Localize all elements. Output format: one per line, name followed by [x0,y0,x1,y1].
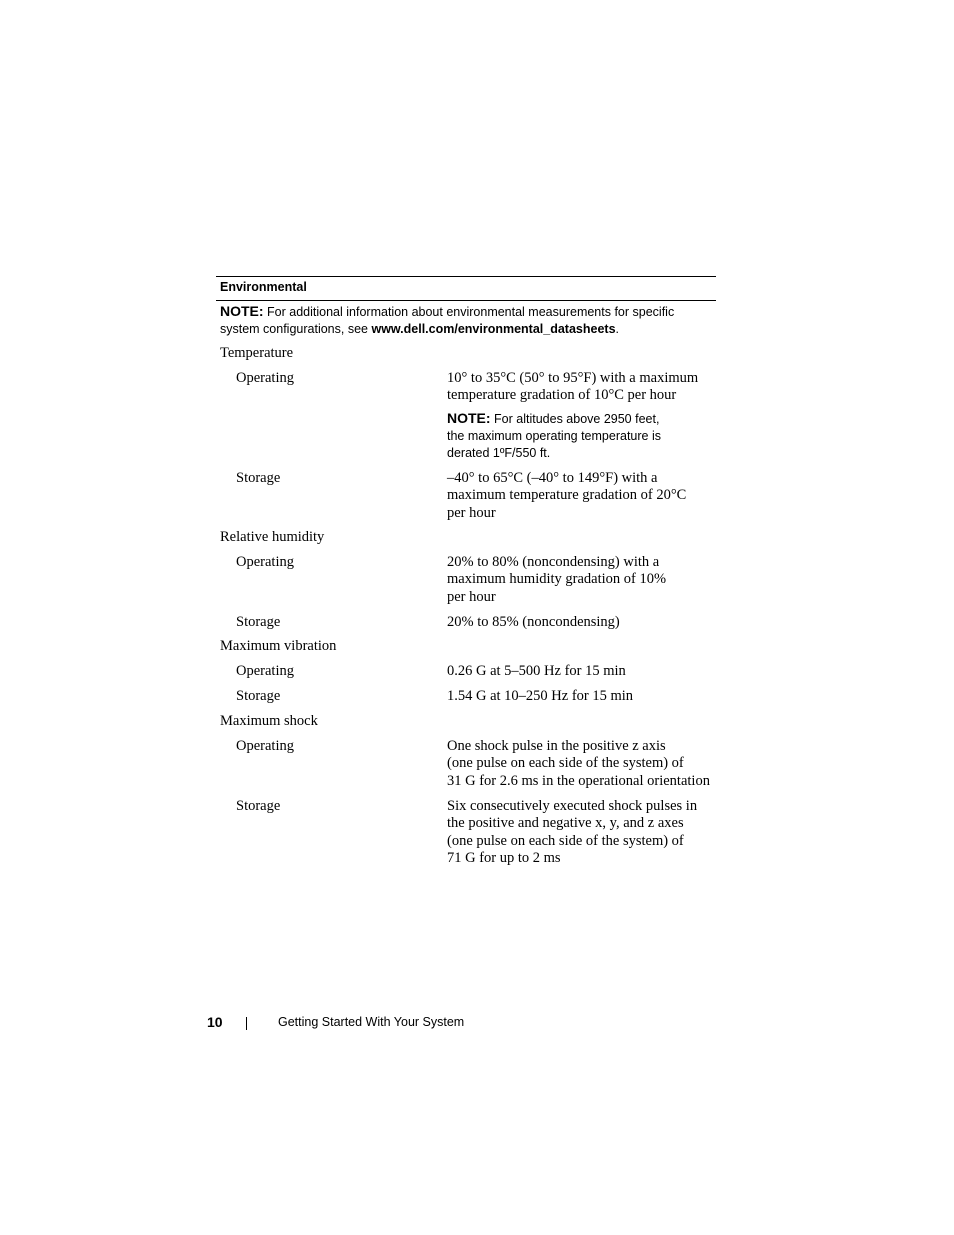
value-line: 10° to 35°C (50° to 95°F) with a maximum [447,370,699,386]
section-title-bar [216,276,716,301]
vibration-operating-value [447,663,717,680]
shock-heading: Maximum shock [220,713,318,729]
section-title: Environmental [220,280,307,294]
shock-storage-value [447,798,717,867]
note-line: For altitudes above 2950 feet, [494,412,660,426]
value-line: 31 G for 2.6 ms in the operational orientation [447,772,710,789]
note-line: derated 1ºF/550 ft. [447,446,551,460]
vibration-operating-label: Operating [236,663,294,679]
value-line: (one pulse on each side of the system) of [447,832,684,849]
note-text-line-2: system configurations, see [220,322,372,336]
footer-separator [246,1017,247,1030]
value-line: –40° to 65°C (–40° to 149°F) with a [447,470,658,486]
value-line: Six consecutively executed shock pulses in [447,798,698,814]
humidity-storage-value [447,614,717,631]
humidity-operating-value [447,554,717,606]
shock-operating-label: Operating [236,738,294,754]
value-line: per hour [447,588,496,605]
note-end: . [615,322,620,336]
shock-storage-label: Storage [236,798,281,814]
temperature-operating-label: Operating [236,370,294,386]
note-label: NOTE: [447,410,491,426]
vibration-heading: Maximum vibration [220,638,337,654]
value-line: maximum temperature gradation of 20°C [447,487,687,504]
temperature-operating-value [447,370,717,405]
vibration-storage-label: Storage [236,688,281,704]
value-line: 20% to 80% (noncondensing) with a [447,554,660,570]
humidity-operating-label: Operating [236,554,294,570]
temperature-operating-note [447,410,707,462]
value-line: 1.54 G at 10–250 Hz for 15 min [447,688,634,704]
value-line: One shock pulse in the positive z axis [447,738,666,754]
humidity-storage-label: Storage [236,614,281,630]
value-line: per hour [447,504,496,521]
vibration-storage-value [447,688,717,705]
note-label: NOTE: [220,303,264,319]
value-line: (one pulse on each side of the system) of [447,755,684,772]
temperature-storage-label: Storage [236,470,281,486]
environmental-note [220,303,710,338]
document-title: Getting Started With Your System [278,1015,465,1029]
value-line: 71 G for up to 2 ms [447,849,561,866]
temperature-heading: Temperature [220,345,294,361]
shock-operating-value [447,738,717,790]
humidity-heading: Relative humidity [220,529,325,545]
temperature-storage-value [447,470,717,522]
value-line: temperature gradation of 10°C per hour [447,387,677,404]
page-number: 10 [207,1014,223,1030]
datasheets-link[interactable]: www.dell.com/environmental_datasheets [371,322,616,336]
value-line: 20% to 85% (noncondensing) [447,614,620,630]
value-line: the positive and negative x, y, and z axes [447,815,684,832]
note-text-line-1: For additional information about environmental measurements for specific [267,305,675,319]
value-line: 0.26 G at 5–500 Hz for 15 min [447,663,626,679]
note-line: the maximum operating temperature is [447,429,661,443]
value-line: maximum humidity gradation of 10% [447,571,667,588]
